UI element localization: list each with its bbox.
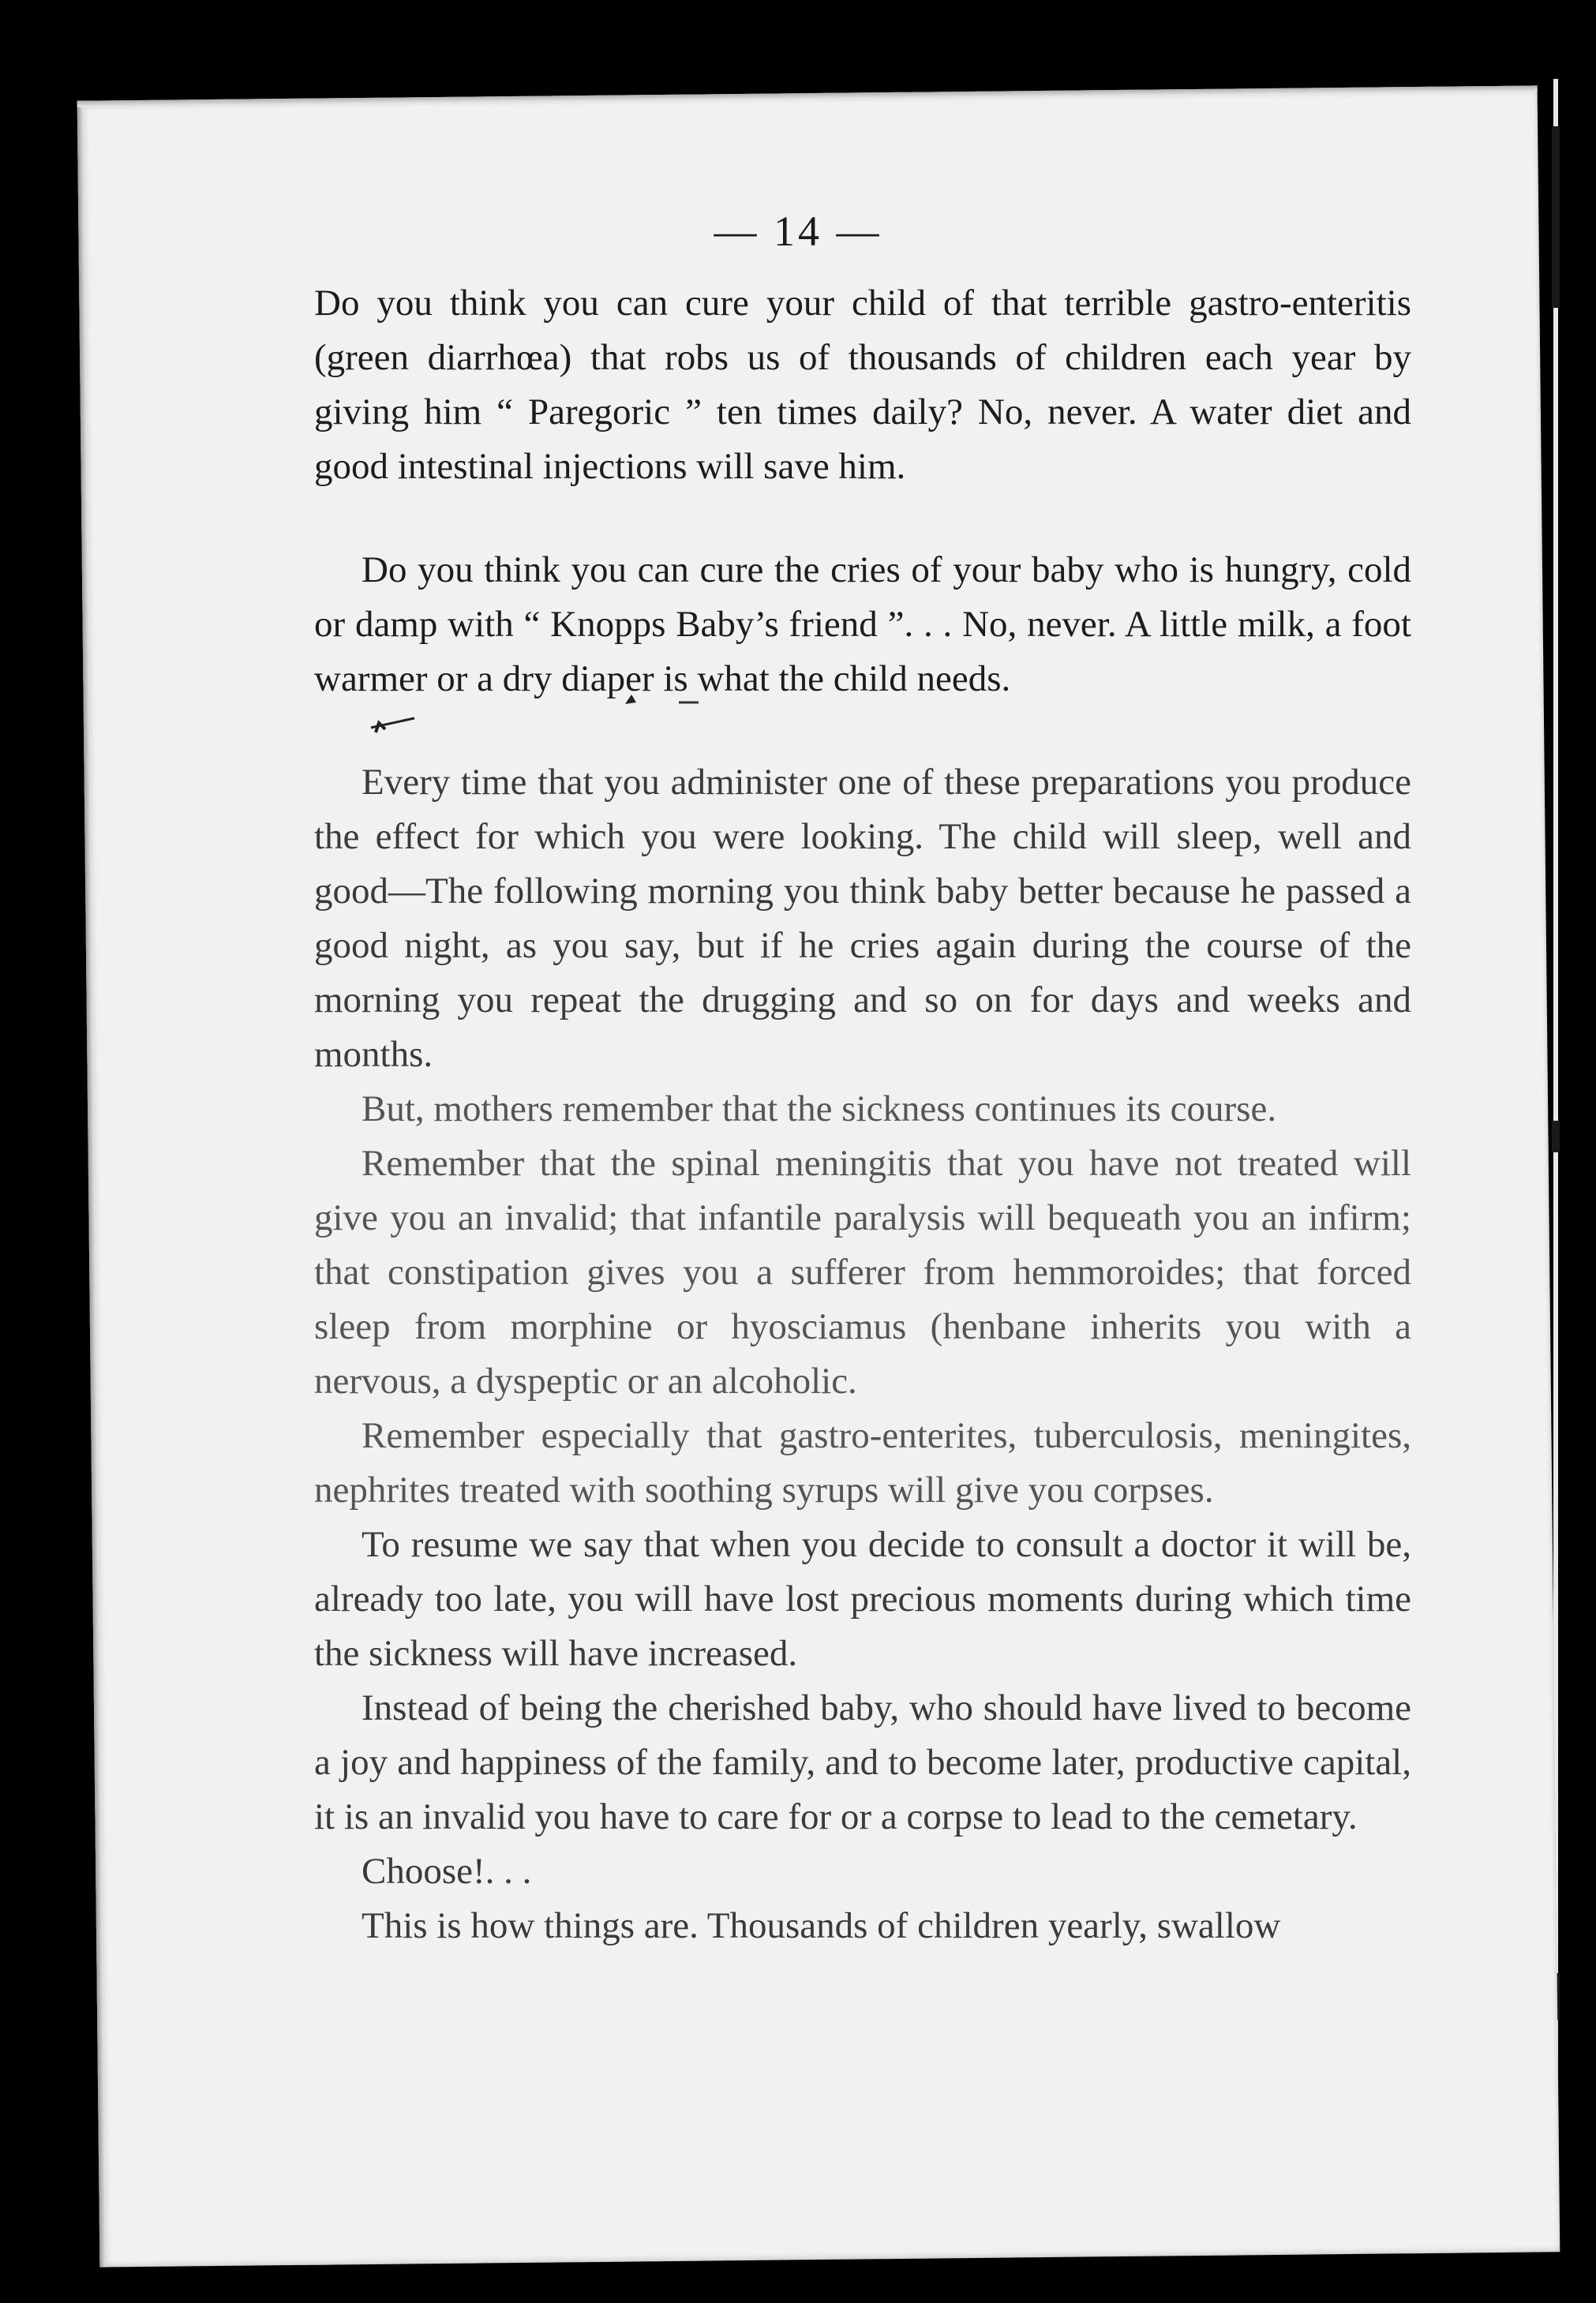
paragraph: Choose!. . . [362, 1851, 532, 1892]
paragraph: But, mothers remember that the sickness continues its course. [362, 1088, 1277, 1129]
body-text [314, 276, 1411, 1953]
paragraph: Do you think you can cure the cries of your baby who is hungry, cold or damp with “ Knopps Baby’s friend ”. . . No, never. A little milk, a foot warmer or a dry diaper is what the child needs. [314, 549, 1411, 699]
paragraph: Instead of being the cherished baby, who should have lived to become a joy and happiness of the family, and to become later, productive capital, it is an invalid you have to care for or a corpse to lead to the cemetary. [314, 1687, 1411, 1837]
margin-mark [1552, 1121, 1560, 1152]
paragraph: Remember that the spinal meningitis that you have not treated will give you an invalid; that infantile paralysis will bequeath you an infirm; that constipation gives you a sufferer from hemmoroides; that forced sleep from morphine or hyosciamus (henbane inherits you with a nervous, a dyspeptic or an alcoholic. [314, 1143, 1411, 1402]
paragraph: To resume we say that when you decide to consult a doctor it will be, already too late, you will have lost precious moments during which time the sickness will have increased. [314, 1524, 1411, 1674]
paragraph: This is how things are. Thousands of children yearly, swallow [362, 1905, 1281, 1946]
paragraph: Remember especially that gastro-enterites, tuberculosis, meningites, nephrites treated with soothing syrups will give you corpses. [314, 1415, 1411, 1511]
paragraph: Do you think you can cure your child of that terrible gastro-enteritis (green diarrhœa) that robs us of thousands of children each year by giving him “ Paregoric ” ten times daily? No, never. A water diet and good intestinal injections will save him. [314, 283, 1411, 487]
paragraph: Every time that you administer one of these preparations you produce the effect for which you were looking. The child will sleep, well and good—The following morning you think baby better because he passed a good night, as you say, but if he cries again during the course of the morning you repeat the drugging and so on for days and weeks and months. [314, 762, 1411, 1075]
page-number: — 14 — [714, 208, 882, 255]
